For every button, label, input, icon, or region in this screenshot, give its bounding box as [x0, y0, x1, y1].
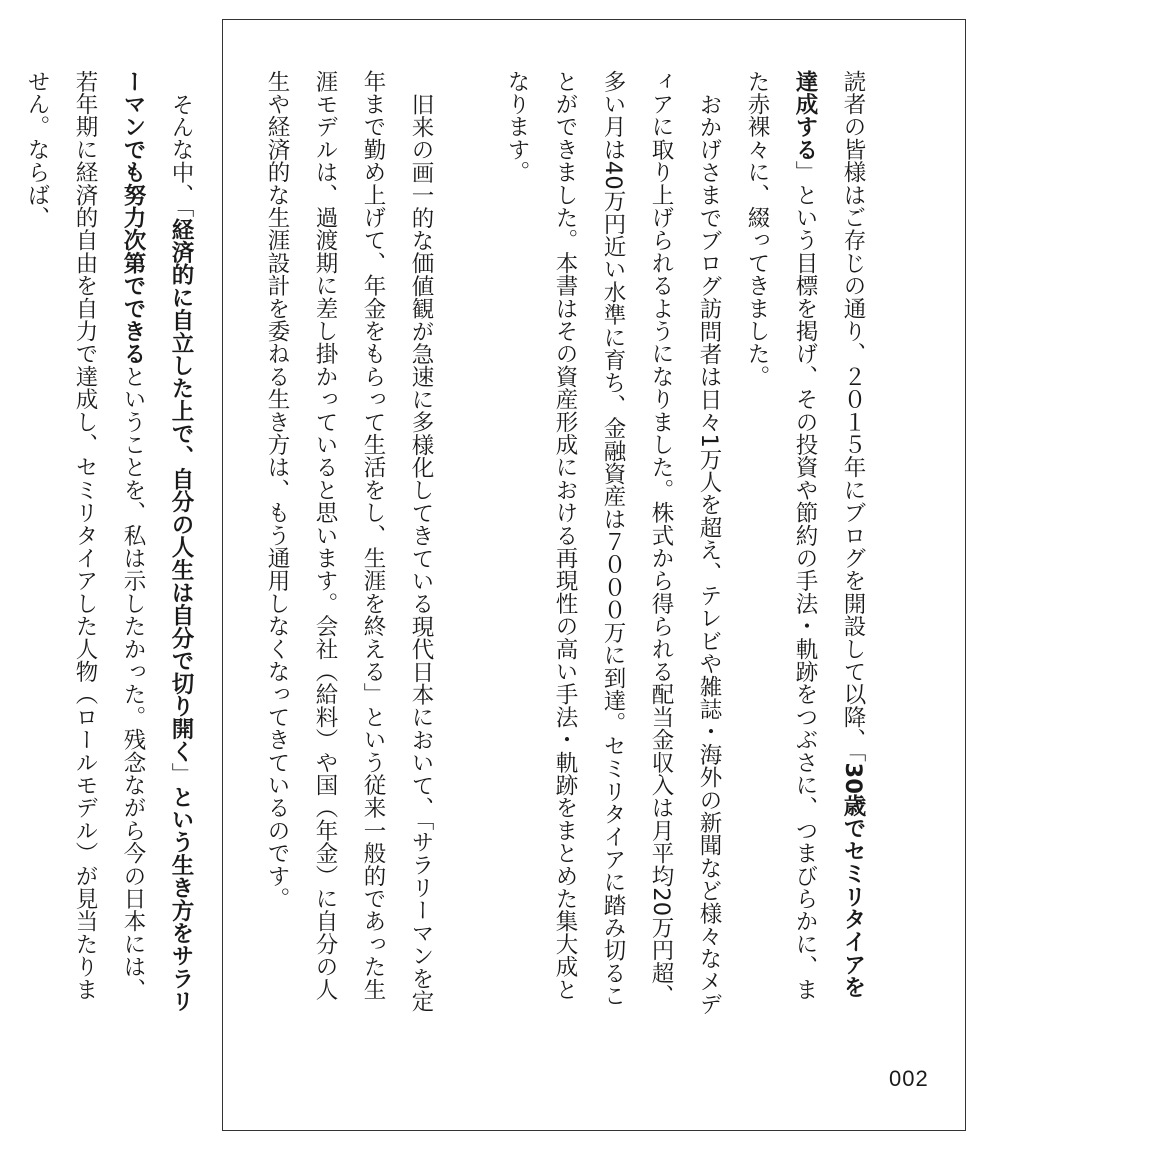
text-segment: 」という目標を掲げ、その投資や節約の手法・軌跡をつぶさに、つまびらかに、また赤裸々に、綴ってきました。 [744, 70, 818, 1001]
text-segment: 旧来の画一的な価値観が急速に多様化してきている現代日本において、「サラリーマンを定年まで勤め上げて、年金をもらって生活をし、生涯を終える」という従来一般的であった生涯モデルは、過渡期に差し掛かっていると思います。会社（給料）や国（年金）に自分の人生や経済的な生涯設計を委ねる生き方は、もう通用しなくなってきているのです。 [264, 70, 434, 1012]
text-segment: ということを、私は示したかった。残念ながら今の日本には、若年期に経済的自由を自力で達成し、セミリタイアした人物（ロールモデル）が見当たりません。ならば、 [24, 70, 146, 1001]
paragraph-1 [733, 70, 877, 1020]
body-text [24, 70, 877, 1020]
bold-text-segment: 30歳でセミリタイアを達成する [792, 70, 866, 999]
bold-text-segment: という生き方をサラリーマンでも努力次第でできる [120, 70, 194, 1012]
paragraph-4 [13, 70, 205, 1020]
book-page [24, 19, 966, 1131]
text-segment: 」 [168, 762, 194, 785]
text-segment: 読者の皆様はご存じの通り、２０１５年にブログを開設して以降、「 [840, 70, 866, 763]
bold-text-segment: 経済的に自立した上で、自分の人生は自分で切り開く [168, 217, 194, 763]
text-segment: おかげさまでブログ訪問者は日々1万人を超え、テレビや雑誌・海外の新聞など様々なメディアに取り上げられるようになりました。株式から得られる配当金収入は月平均20万円超、多い月は40万円近い水準に育ち、金融資産は７０００万に到達。セミリタイアに踏み切ることができました。本書はその資産形成における再現性の高い手法・軌跡をまとめた集大成となります。 [504, 70, 722, 1016]
text-segment: そんな中、「 [168, 92, 194, 218]
paragraph-3 [253, 70, 445, 1020]
page-number: 002 [889, 1066, 929, 1091]
paragraph-2 [493, 70, 733, 1020]
